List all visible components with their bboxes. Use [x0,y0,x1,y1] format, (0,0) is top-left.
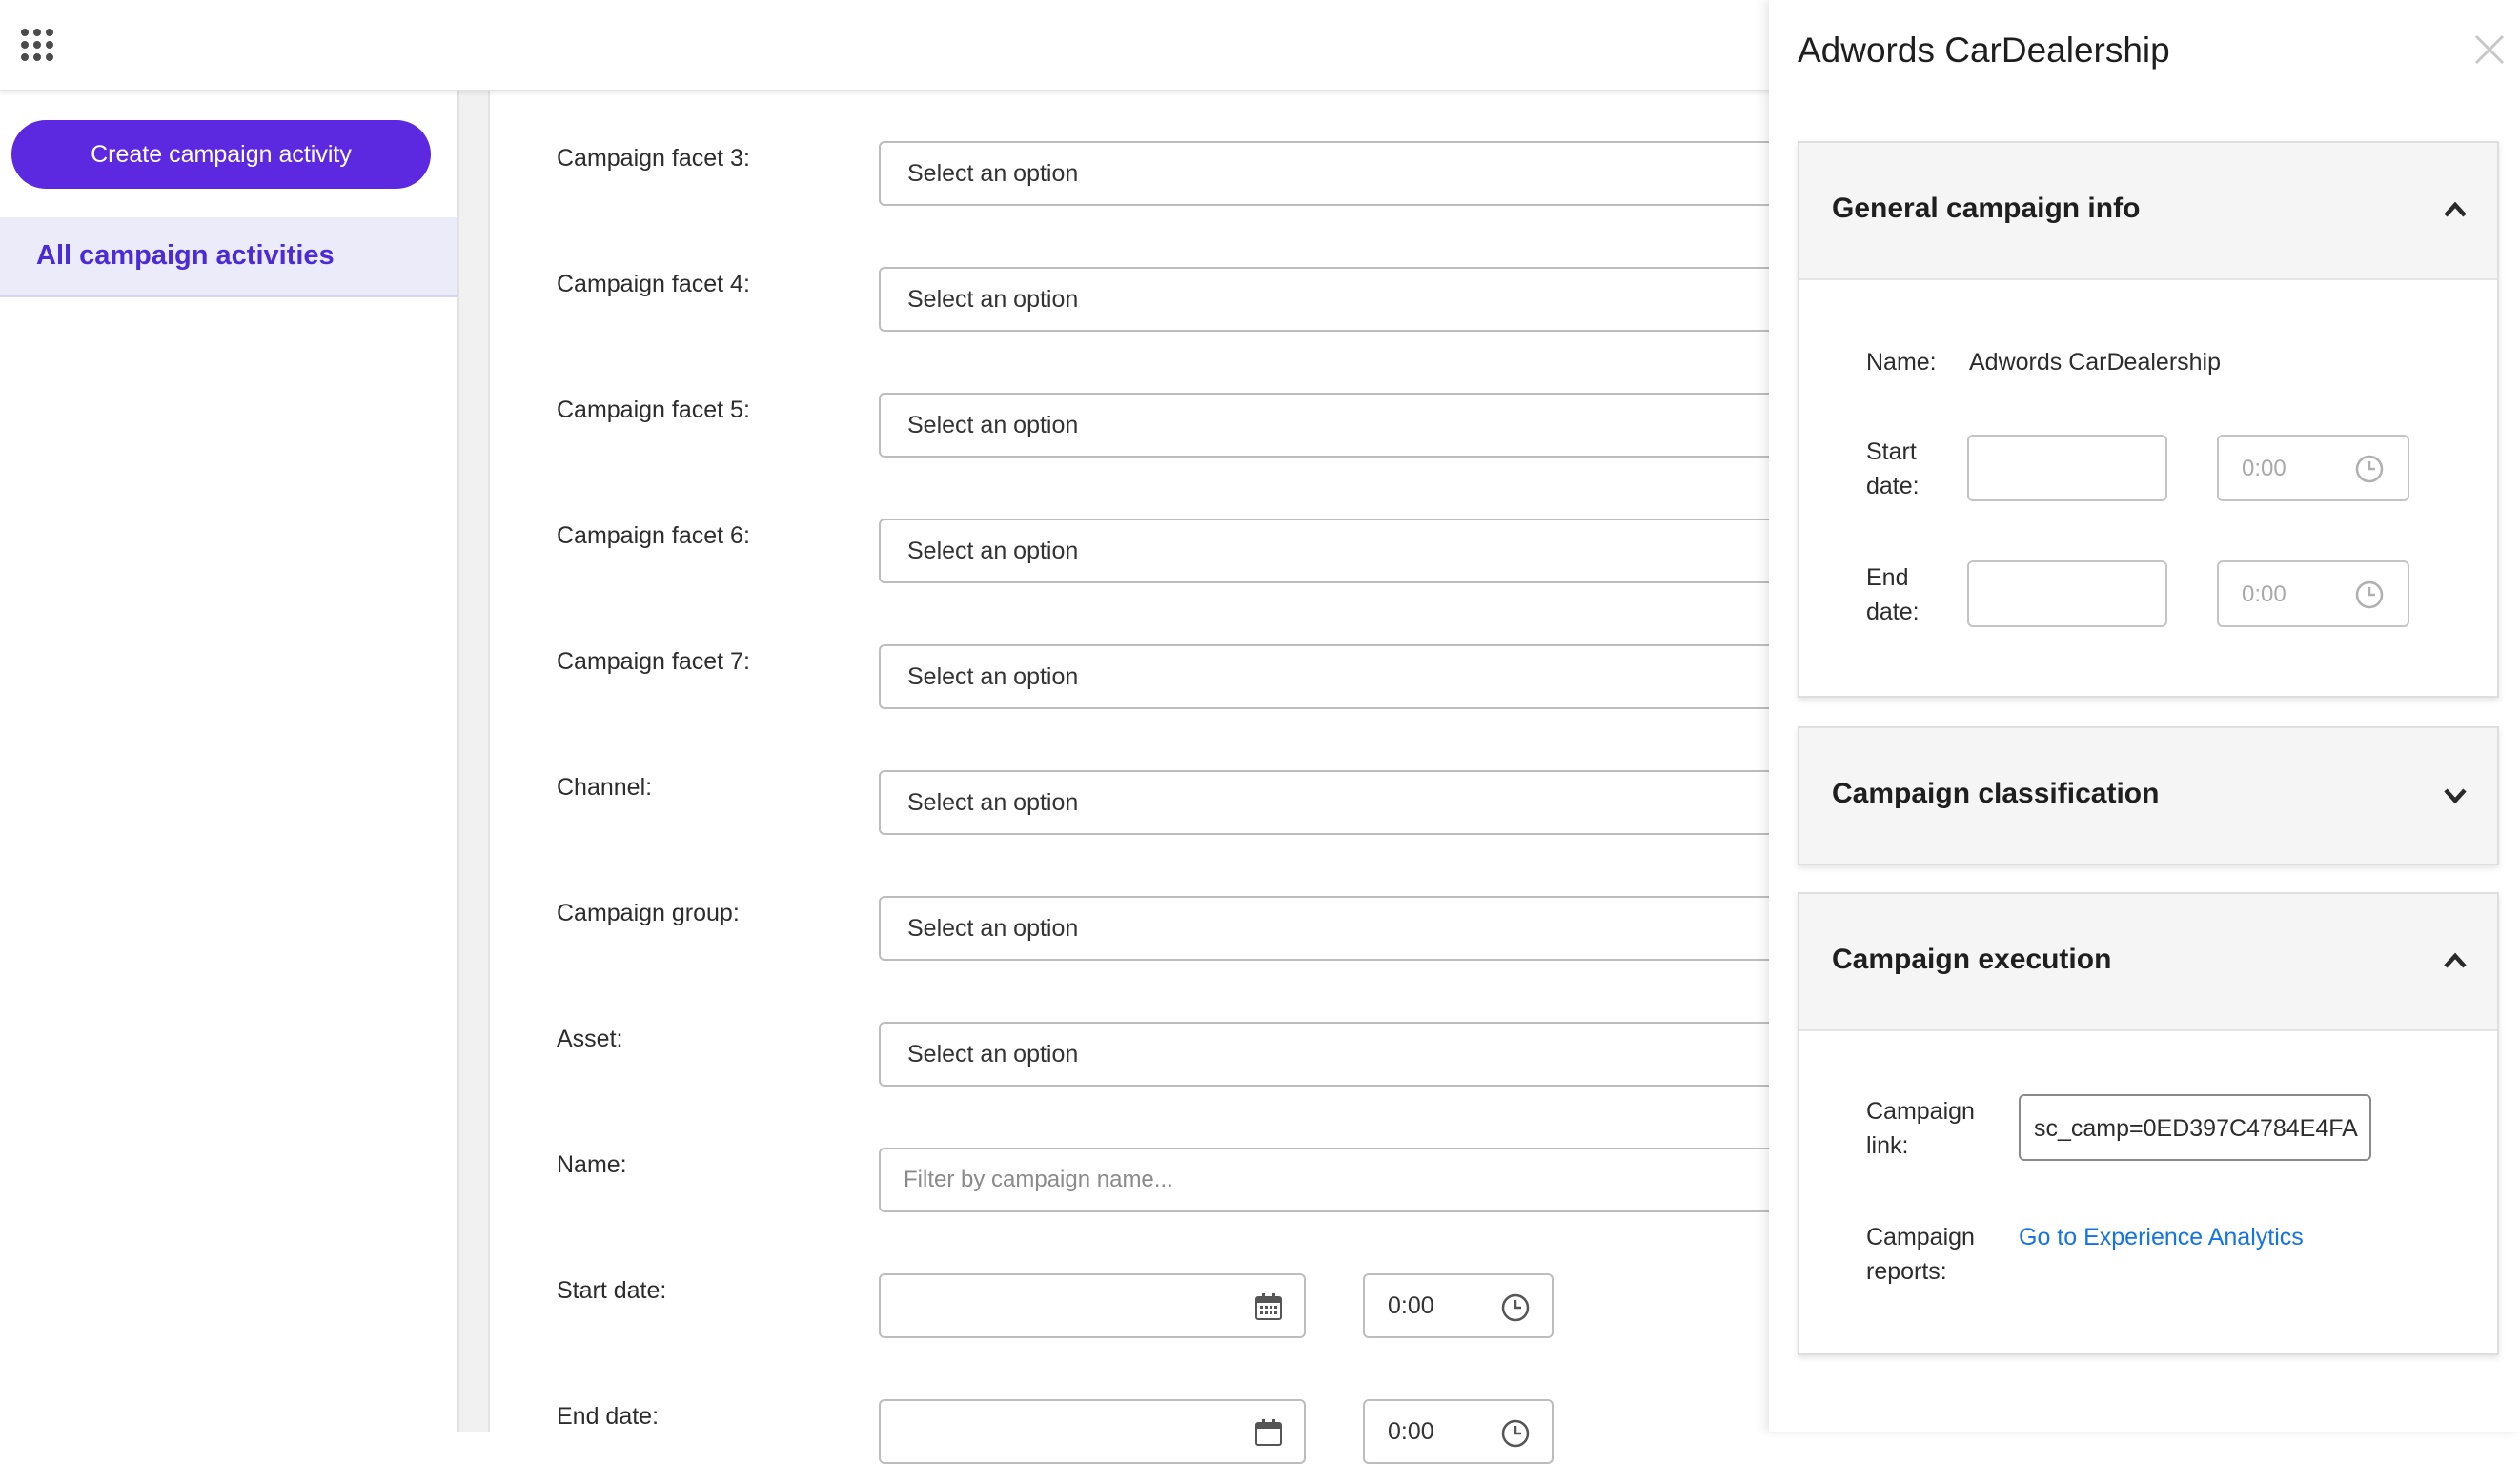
label-line: link: [1866,1132,1909,1159]
select-value: Select an option [907,538,1079,564]
end-date-input[interactable] [1967,560,2167,627]
end-time-value: 0:00 [2242,581,2286,607]
panel-title: Adwords CarDealership [1798,30,2170,70]
campaign-link-input[interactable] [2019,1094,2371,1161]
select-value: Select an option [907,1041,1079,1068]
calendar-icon[interactable] [1254,1418,1283,1447]
campaign-reports-label [1866,1220,1975,1289]
asset-select[interactable] [879,1022,1813,1087]
campaign-facet-4-label: Campaign facet 4: [557,271,750,297]
label-line: date: [1866,599,1920,625]
start-time-value: 0:00 [1388,1292,1434,1319]
campaign-facet-3-select[interactable] [879,141,1813,206]
select-value: Select an option [907,412,1079,438]
end-date-label [1866,560,1920,629]
left-rail [0,92,459,1432]
experience-analytics-link[interactable]: Go to Experience Analytics [2019,1224,2304,1250]
clock-icon[interactable] [1500,1292,1531,1323]
name-label: Name: [1866,349,1937,376]
campaign-execution-card [1798,892,2499,1355]
start-time-input[interactable] [2217,435,2409,501]
asset-label: Asset: [557,1026,623,1052]
campaign-facet-7-label: Campaign facet 7: [557,648,750,675]
card-title: Campaign execution [1832,944,2112,975]
campaign-group-select[interactable] [879,896,1813,961]
card-divider [1799,1029,2497,1031]
end-time-input[interactable] [2217,560,2409,627]
campaign-facet-4-select[interactable] [879,267,1813,332]
end-date-label: End date: [557,1403,660,1430]
general-campaign-info-header[interactable] [1799,143,2497,278]
select-value: Select an option [907,789,1079,816]
campaign-classification-card [1798,726,2499,865]
campaign-facet-6-select[interactable] [879,518,1813,583]
campaign-facet-3-label: Campaign facet 3: [557,145,750,172]
content-gutter [459,92,490,1432]
chevron-down-icon[interactable] [2442,783,2469,806]
channel-label: Channel: [557,774,653,801]
card-title: General campaign info [1832,193,2141,224]
campaign-facet-6-label: Campaign facet 6: [557,522,750,549]
campaign-group-label: Campaign group: [557,900,740,926]
end-date-picker[interactable] [879,1399,1306,1464]
nav-item-all-campaign-activities[interactable] [0,217,457,297]
end-time-value: 0:00 [1388,1418,1434,1445]
start-date-label: Start date: [557,1277,667,1304]
label-line: date: [1866,473,1920,499]
clock-icon[interactable] [2354,454,2385,484]
start-date-label [1866,435,1920,503]
card-title: Campaign classification [1832,778,2160,809]
select-value: Select an option [907,915,1079,942]
chevron-up-icon[interactable] [2442,198,2469,221]
name-filter-input[interactable] [879,1148,1813,1212]
campaign-link-value: sc_camp=0ED397C4784E4FA [2034,1115,2358,1142]
label-line: Campaign [1866,1098,1975,1125]
app-launcher-icon[interactable] [21,29,53,61]
start-date-input[interactable] [1967,435,2167,501]
start-date-picker[interactable] [879,1273,1306,1338]
close-icon[interactable] [2472,32,2507,67]
nav-item-label: All campaign activities [36,240,335,271]
select-value: Select an option [907,160,1079,187]
select-value: Select an option [907,663,1079,690]
campaign-execution-header[interactable] [1799,894,2497,1029]
campaign-filter-form [490,92,1767,1445]
end-time-picker[interactable] [1363,1399,1554,1464]
create-campaign-activity-button[interactable]: Create campaign activity [11,120,431,189]
channel-select[interactable] [879,770,1813,835]
campaign-classification-header[interactable] [1799,728,2497,864]
campaign-name-value: Adwords CarDealership [1969,349,2222,376]
campaign-facet-7-select[interactable] [879,644,1813,709]
name-label: Name: [557,1151,627,1178]
campaign-link-label [1866,1094,1975,1163]
campaign-facet-5-label: Campaign facet 5: [557,396,750,423]
clock-icon[interactable] [2354,580,2385,610]
label-line: reports: [1866,1258,1947,1285]
label-line: Start [1866,438,1917,465]
calendar-icon[interactable] [1254,1292,1283,1321]
label-line: End [1866,564,1909,591]
label-line: Campaign [1866,1224,1975,1250]
clock-icon[interactable] [1500,1418,1531,1449]
card-divider [1799,278,2497,280]
campaign-detail-panel [1769,0,2520,1432]
start-time-picker[interactable] [1363,1273,1554,1338]
start-time-value: 0:00 [2242,456,2286,481]
campaign-facet-5-select[interactable] [879,393,1813,458]
chevron-up-icon[interactable] [2442,949,2469,972]
general-campaign-info-card [1798,141,2499,698]
select-value: Select an option [907,286,1079,313]
